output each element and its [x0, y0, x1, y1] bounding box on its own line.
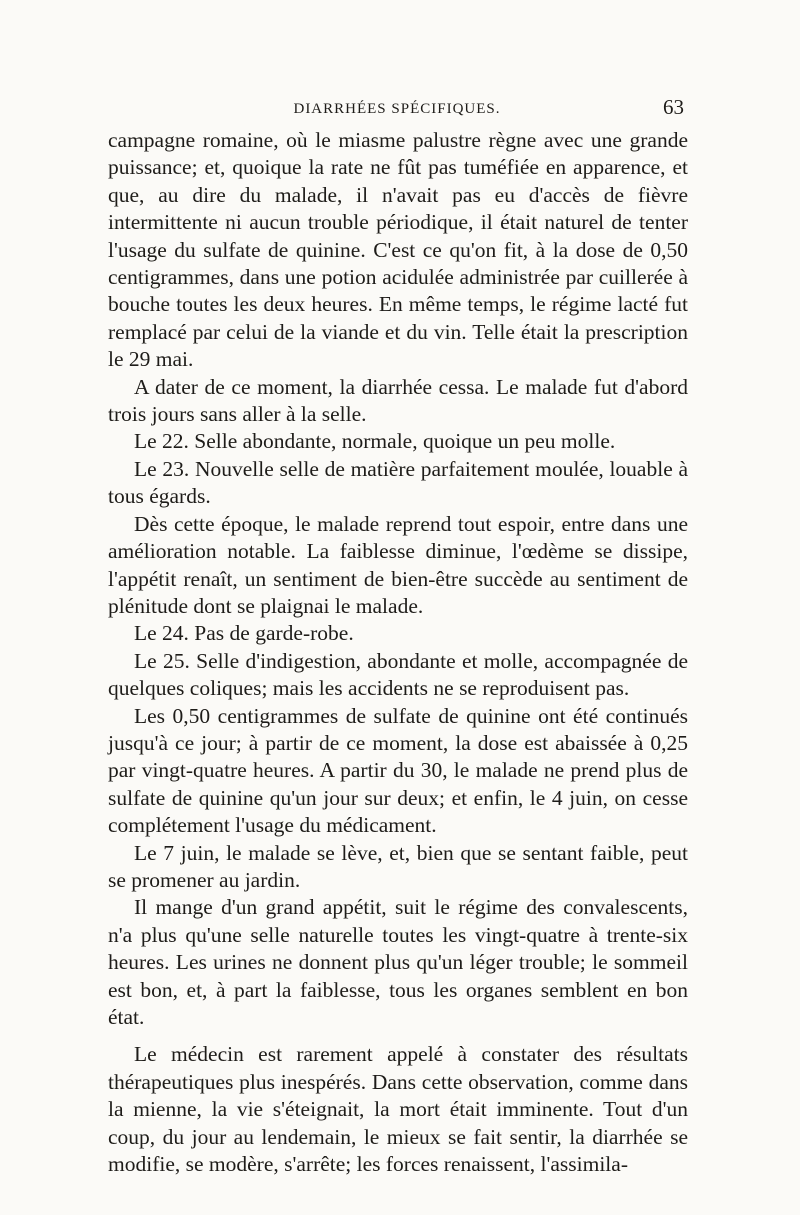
paragraph: Le 7 juin, le malade se lève, et, bien que se sentant faible, peut se promener au jardin. — [108, 840, 688, 892]
paragraph: Le 23. Nouvelle selle de matière parfaitement moulée, louable à tous égards. — [108, 456, 688, 509]
paragraph: A dater de ce moment, la diarrhée cessa. Le malade fut d'abord trois jours sans aller à la selle. — [108, 374, 688, 427]
paragraph: campagne romaine, où le miasme palustre règne avec une grande puissance; et, quoique la rate ne fût pas tuméfiée en apparence, et que, au dire du malade, il n'avait pas eu d'accès de fièvre intermittente ni aucun trouble périodique, il était naturel de tenter l'usage du sulfate de quinine. C'est ce qu'on fit, à la dose de 0,50 centigrammes, dans une potion acidulée administrée par cuillerée à bouche toutes les deux heures. En même temps, le régime lacté fut remplacé par celui de la viande et du vin. Telle était la prescription le 29 mai. — [108, 128, 688, 372]
paragraph: Le 25. Selle d'indigestion, abondante et molle, accompagnée de quelques coliques; mais les accidents ne se reproduisent pas. — [108, 648, 688, 701]
page-number: 63 — [663, 95, 684, 119]
paragraph: Dès cette époque, le malade reprend tout espoir, entre dans une amélioration notable. La faiblesse diminue, l'œdème se dissipe, l'appétit renaît, un sentiment de bien-être succède au sentiment de plénitude dont se plaignai le malade. — [108, 511, 688, 618]
paragraph: Il mange d'un grand appétit, suit le régime des convalescents, n'a plus qu'une selle naturelle toutes les vingt-quatre à trente-six heures. Les urines ne donnent plus qu'un léger trouble; le sommeil est bon, et, à part la faiblesse, tous les organes semblent en bon état. — [108, 895, 688, 1029]
running-head-title: DIARRHÉES SPÉCIFIQUES. — [293, 101, 501, 117]
paragraph: Le 22. Selle abondante, normale, quoique un peu molle. — [134, 429, 616, 454]
paragraph: Le médecin est rarement appelé à constater des résultats thérapeutiques plus inespérés. Dans cette observation, comme dans la mienne, la vie s'éteignait, la mort était imminente. Tout d'un coup, du jour au lendemain, le mieux se fait sentir, la diarrhée se modifie, se modère, s'arrête; les forces renaissent, l'assimila- — [108, 1042, 688, 1177]
paragraph: Le 24. Pas de garde-robe. — [134, 621, 354, 646]
paragraph: Les 0,50 centigrammes de sulfate de quinine ont été continués jusqu'à ce jour; à partir de ce moment, la dose est abaissée à 0,25 par vingt-quatre heures. A partir du 30, le malade ne prend plus de sulfate de quinine qu'un jour sur deux; et enfin, le 4 juin, on cesse complétement l'usage du médicament. — [108, 703, 688, 838]
body-text — [108, 127, 688, 1178]
running-head — [108, 95, 686, 125]
